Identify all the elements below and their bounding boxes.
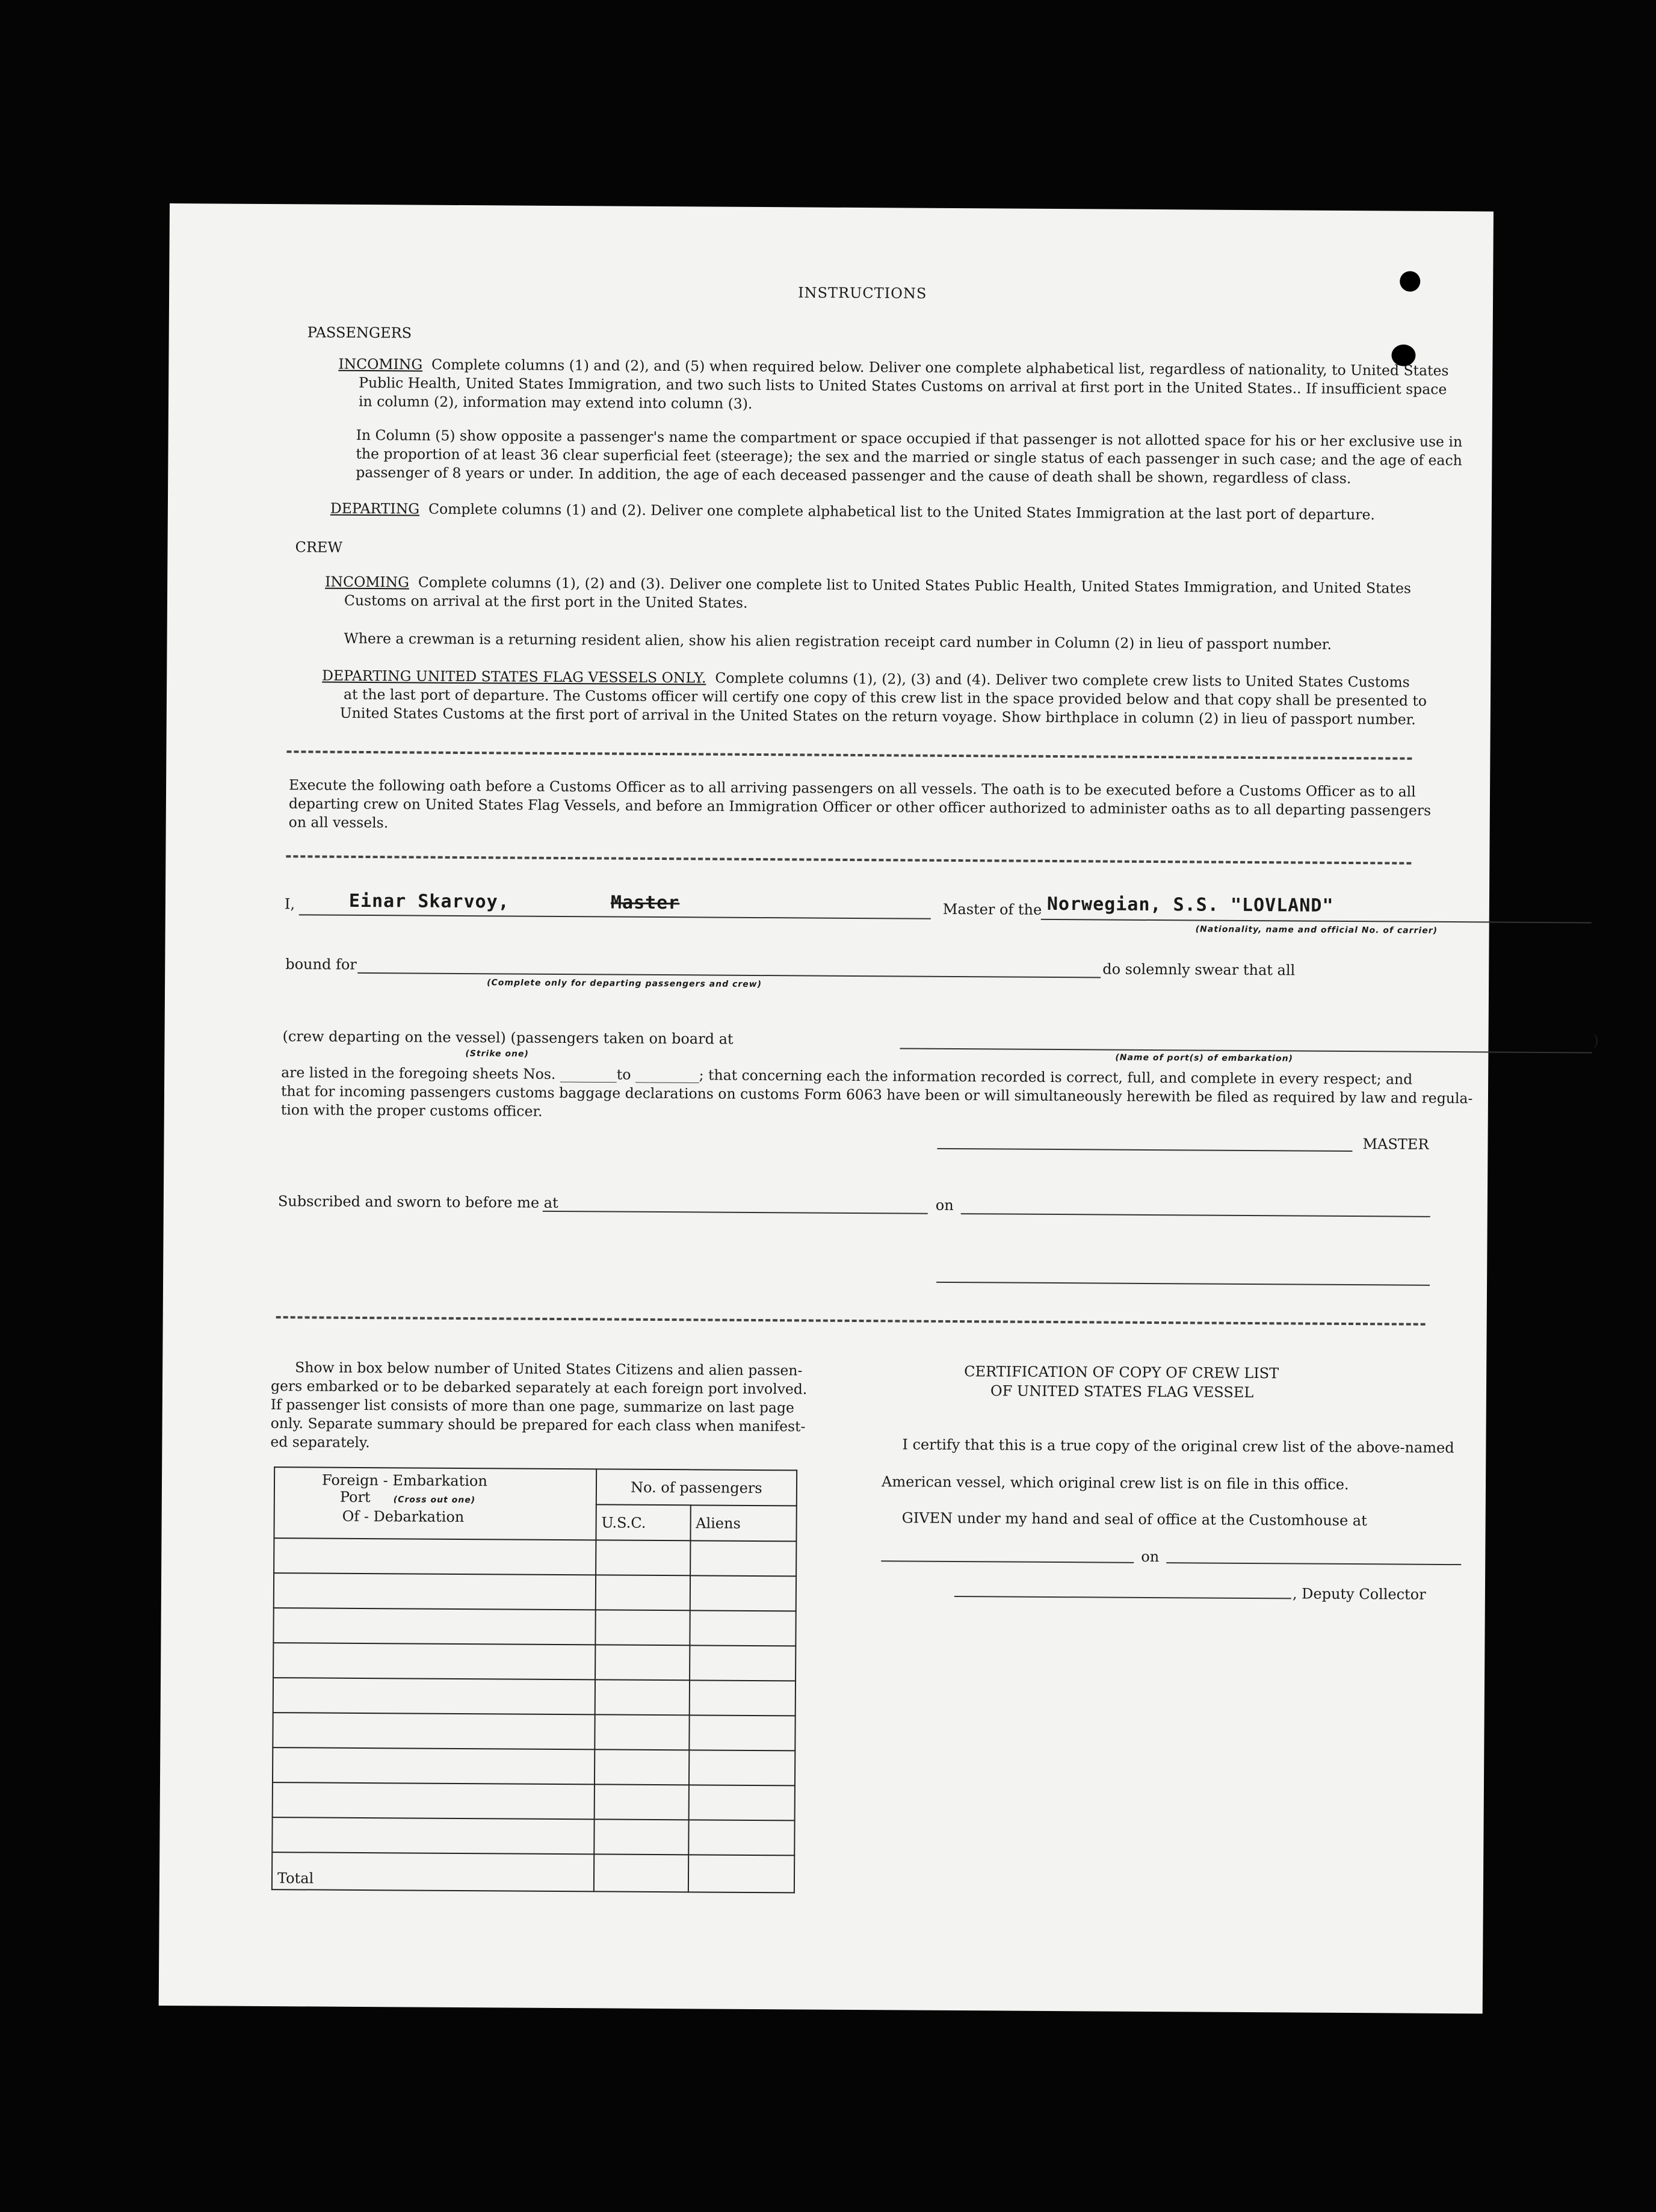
total-label: Total	[272, 1852, 594, 1891]
port-header-cell	[274, 1467, 596, 1540]
summary-instructions-1: Show in box below number of United States Citizens and alien passen-	[295, 1359, 803, 1379]
certification-text-3: GIVEN under my hand and seal of office at the Customhouse at	[901, 1509, 1367, 1530]
crew-passengers-text: (crew departing on the vessel) (passengers taken on board at	[282, 1028, 734, 1048]
certification-date-line	[1166, 1562, 1461, 1565]
table-row	[274, 1573, 796, 1611]
oath-intro-line-3: on all vessels.	[288, 814, 389, 832]
crew-departing	[322, 667, 1427, 729]
passenger-summary-table	[271, 1466, 797, 1893]
crew-incoming-text-2: Customs on arrival at the first port in the United States.	[344, 592, 748, 611]
punch-hole	[1400, 271, 1420, 291]
certification-text-2: American vessel, which original crew list is on file in this office.	[881, 1473, 1349, 1494]
table-row-total	[272, 1852, 794, 1892]
sheets-line-3: tion with the proper customs officer.	[280, 1101, 543, 1120]
port-header-1: Foreign - Embarkation	[321, 1471, 487, 1490]
master-signature-line	[937, 1148, 1352, 1152]
table-row	[273, 1643, 796, 1681]
column5-text-2: the proportion of at least 36 clear superficial feet (steerage); the sex and the married or single status of each passenger in such case; and the age of each	[356, 445, 1462, 469]
vessel-name: Norwegian, S.S. "LOVLAND"	[1046, 893, 1334, 916]
passengers-incoming	[338, 355, 1449, 418]
name-line	[299, 914, 931, 919]
table-row	[272, 1817, 794, 1855]
certification-title-1: CERTIFICATION OF COPY OF CREW LIST	[964, 1363, 1279, 1382]
cross-out-caption: (Cross out one)	[393, 1495, 476, 1506]
column5-text-1: In Column (5) show opposite a passenger's name the compartment or space occupied if that passenger is not allotted space for his or her exclusive use in	[356, 426, 1463, 451]
vessel-caption: (Nationality, name and official No. of carrier)	[1195, 924, 1438, 936]
officer-signature-line	[936, 1282, 1430, 1286]
strike-one-caption: (Strike one)	[465, 1049, 529, 1059]
incoming-text-2: Public Health, United States Immigration, and two such lists to United States Customs on arrival at first port in the United States.. If insufficient space	[359, 374, 1447, 398]
certification-on-label: on	[1141, 1548, 1160, 1566]
subscribed-date-line	[961, 1213, 1430, 1217]
bound-for-label: bound for	[285, 956, 357, 973]
no-passengers-header: No. of passengers	[596, 1469, 797, 1506]
passengers-heading: PASSENGERS	[307, 324, 412, 342]
oath-intro-line-2: departing crew on United States Flag Vessels, and before an Immigration Officer or other officer authorized to administer oaths as to all departing passengers	[288, 795, 1432, 819]
table-row	[273, 1713, 795, 1750]
customhouse-line	[881, 1560, 1134, 1563]
deputy-signature-line	[954, 1596, 1291, 1599]
crew-departing-text-1: Complete columns (1), (2), (3) and (4). Deliver two complete crew lists to United States Customs	[715, 669, 1410, 691]
table-row	[274, 1538, 796, 1576]
table-row	[273, 1782, 795, 1820]
sheets-line-2: that for incoming passengers customs baggage declarations on customs Form 6063 have been or will simultaneously herewith be filed as required by law and regula-	[280, 1083, 1473, 1107]
certification-text-1: I certify that this is a true copy of the original crew list of the above-named	[902, 1436, 1454, 1457]
divider	[286, 855, 1411, 864]
crew-departing-label: DEPARTING UNITED STATES FLAG VESSELS ONLY.	[322, 667, 706, 687]
table-row	[273, 1747, 795, 1785]
column5-text-3: passenger of 8 years or under. In addition, the age of each deceased passenger and the cause of death shall be shown, regardless of class.	[356, 463, 1352, 487]
certification-title-2: OF UNITED STATES FLAG VESSEL	[990, 1382, 1254, 1401]
ports-line	[900, 1048, 1592, 1053]
oath-i-label: I,	[284, 895, 295, 913]
document-page	[159, 203, 1599, 2013]
table-row	[273, 1678, 796, 1716]
usc-header: U.S.C.	[596, 1504, 690, 1540]
port-header-3: Of - Debarkation	[342, 1507, 465, 1526]
instructions-title: INSTRUCTIONS	[798, 284, 927, 302]
aliens-header: Aliens	[690, 1505, 797, 1541]
divider	[286, 750, 1412, 759]
sheets-line-1: are listed in the foregoing sheets Nos. ________to _________; that concerning each the information recorded is correct, full, and complete in every respect; and	[281, 1064, 1413, 1088]
incoming-text-3: in column (2), information may extend into column (3).	[358, 392, 753, 412]
crew-departing-text-3: United States Customs at the first port of arrival in the United States on the return voyage. Show birthplace in column (2) in lieu of passport number.	[339, 704, 1416, 728]
crew-incoming	[325, 573, 1411, 617]
divider	[276, 1316, 1426, 1326]
crew-heading: CREW	[295, 539, 343, 556]
incoming-text-1: Complete columns (1) and (2), and (5) when required below. Deliver one complete alphabetical list, regardless of nationality, to United States	[431, 356, 1449, 379]
swear-text: do solemnly swear that all	[1102, 960, 1296, 979]
crew-incoming-text-1: Complete columns (1), (2) and (3). Deliver one complete list to United States Public Health, United States Immigration, and United States	[418, 573, 1412, 597]
vessel-line	[1041, 919, 1592, 924]
departing-text: Complete columns (1) and (2). Deliver one complete alphabetical list to the United States Immigration at the last port of departure.	[428, 500, 1375, 524]
master-of-the-label: Master of the	[942, 900, 1042, 918]
subscribed-on-label: on	[935, 1196, 954, 1214]
subscribed-label: Subscribed and sworn to before me at	[277, 1193, 558, 1211]
bound-for-caption: (Complete only for departing passengers and crew)	[487, 978, 762, 990]
deputy-collector-label: , Deputy Collector	[1292, 1585, 1426, 1603]
master-label: MASTER	[1362, 1135, 1429, 1153]
passengers-departing	[330, 499, 1375, 525]
departing-label: DEPARTING	[330, 499, 420, 517]
port-header-2: Port	[339, 1488, 371, 1506]
summary-instructions-4: only. Separate summary should be prepared for each class when manifest-	[270, 1415, 806, 1435]
crew-departing-text-2: at the last port of departure. The Customs officer will certify one copy of this crew list in the space provided below and that copy shall be presented to	[343, 685, 1427, 709]
incoming-label: INCOMING	[338, 355, 423, 373]
summary-instructions-2: gers embarked or to be debarked separately at each foreign port involved.	[270, 1377, 808, 1398]
oath-intro	[289, 776, 1432, 839]
crew-resident-note: Where a crewman is a returning resident alien, show his alien registration receipt card number in Column (2) in lieu of passport number.	[344, 629, 1332, 653]
oath-intro-line-1: Execute the following oath before a Customs Officer as to all arriving passengers on all vessels. The oath is to be executed before a Customs Officer as to all	[289, 776, 1416, 800]
crew-incoming-label: INCOMING	[325, 573, 410, 591]
summary-instructions-3: If passenger list consists of more than one page, summarize on last page	[270, 1396, 794, 1416]
subscribed-place-line	[543, 1211, 928, 1214]
master-name: Einar Skarvoy,	[348, 890, 510, 913]
summary-instructions-5: ed separately.	[270, 1433, 370, 1451]
master-title: Master	[610, 892, 680, 914]
bound-for-line	[357, 972, 1101, 978]
ports-caption: (Name of port(s) of embarkation)	[1115, 1052, 1294, 1064]
close-paren: )	[1593, 1032, 1599, 1049]
column5-note	[356, 426, 1463, 489]
table-row	[273, 1608, 796, 1646]
sheets-text	[281, 1063, 1473, 1126]
summary-instructions	[270, 1358, 807, 1454]
